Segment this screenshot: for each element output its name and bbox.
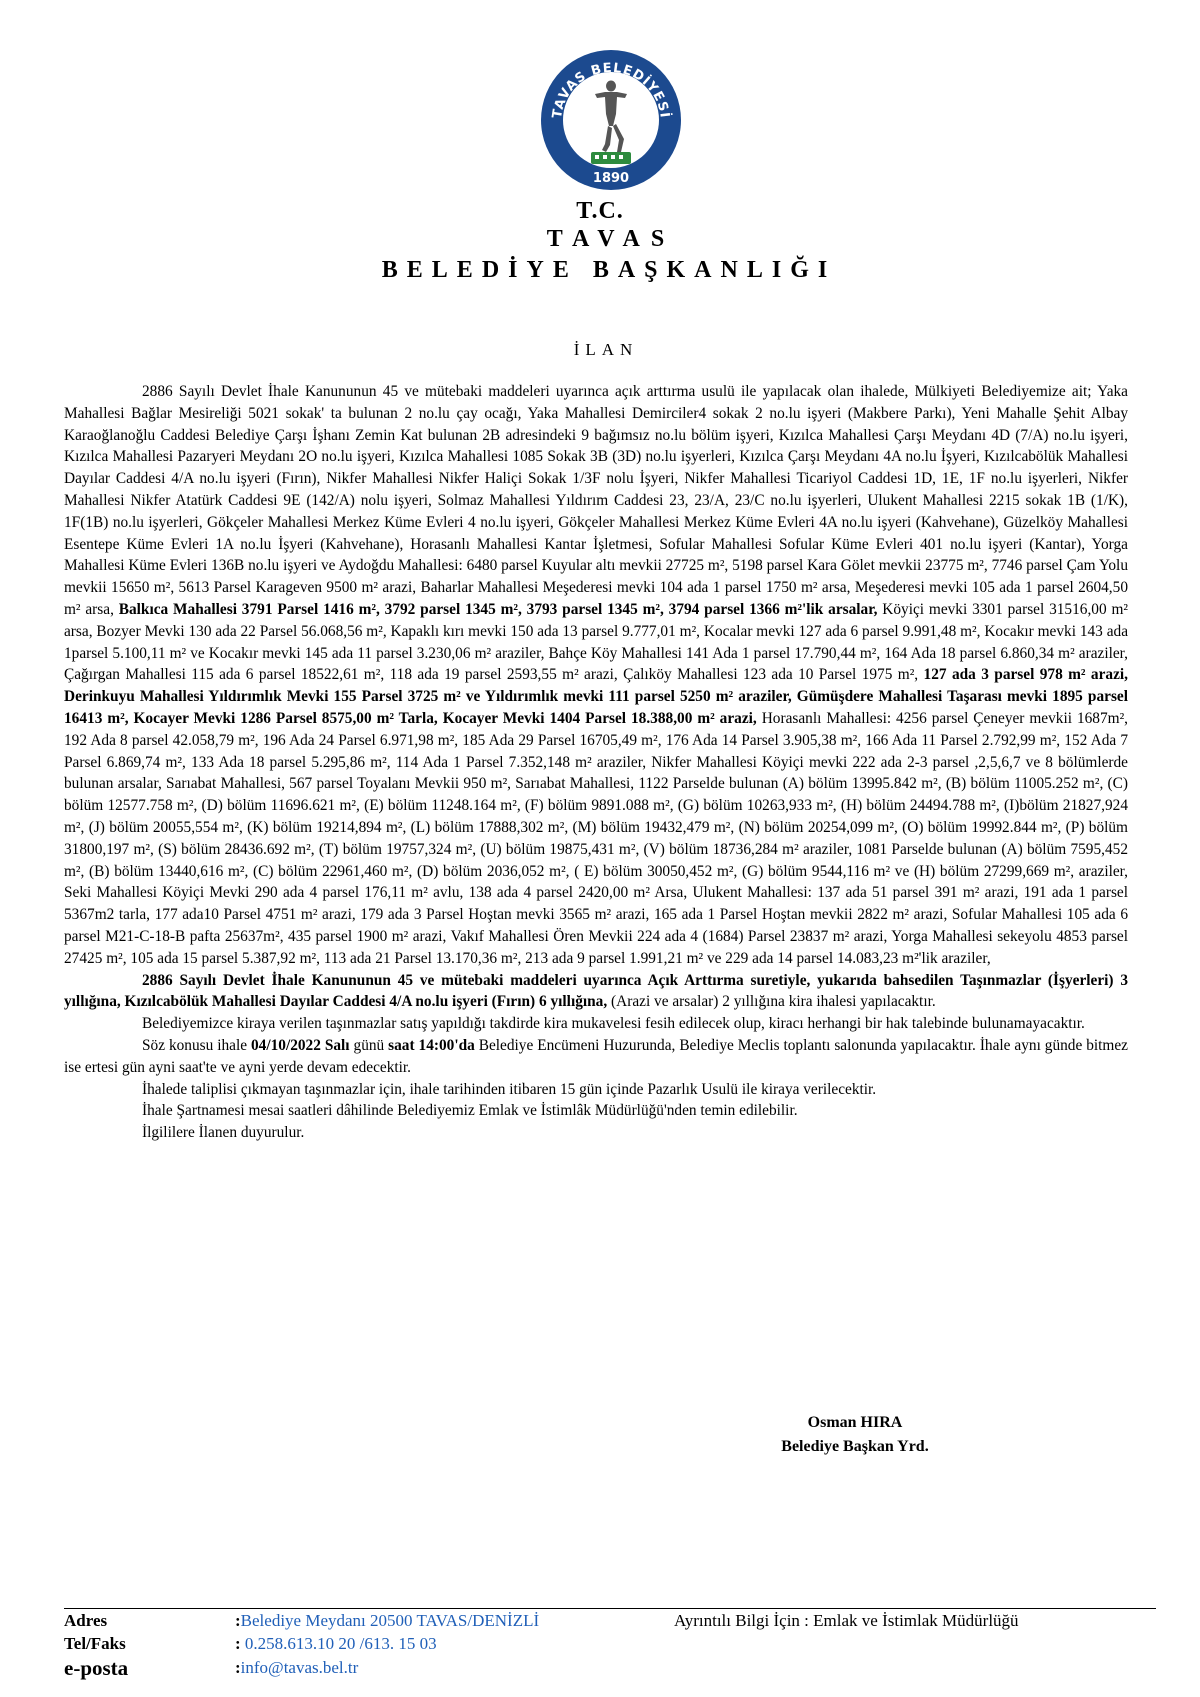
announcement-body xyxy=(64,381,1128,1144)
properties-text-c: Köyiçi mevki 3301 parsel 31516,00 m² arsa, Bozyer Mevki 130 ada 22 Parsel 56.068,56 m², Kapaklı kırı mevki 150 ada 13 parsel 9.777,01 m², Kocalar mevki 127 ada 6 parsel 9.991,48 m², Kocakır mevki 143 ada 1parsel 5.100,11 m² ve Kocakır mevki 145 ada 11 parsel 3.230,06 m² araziler, Bahçe Köy Mahallesi 141 Ada 1 parsel 17.790,44 m², 164 Ada 18 parsel 6.860,34 m² araziler, Çağırgan Mahallesi 115 ada 6 parsel 18522,61 m², 118 ada 19 parsel 2593,55 m² arazi, Çalıköy Mahallesi 123 ada 10 Parsel 1975 m², xyxy=(64,600,1128,684)
address-label: Adres xyxy=(64,1611,108,1630)
email-link[interactable]: info@tavas.bel.tr xyxy=(240,1658,359,1677)
municipality-logo xyxy=(539,48,683,192)
tender-time: saat 14:00'da xyxy=(388,1036,475,1054)
logo-seal-icon xyxy=(539,48,683,192)
tel-label: Tel/Faks xyxy=(64,1634,126,1653)
svg-text:TAVAS BELEDİYESİ: TAVAS BELEDİYESİ xyxy=(550,60,672,120)
properties-text-e: Horasanlı Mahallesi: 4256 parsel Çeneyer mevkii 1687m², 192 Ada 8 parsel 42.058,79 m², 196 Ada 24 Parsel 6.971,98 m², 185 Ada 29 Parsel 16705,49 m², 176 Ada 14 Parsel 3.905,38 m², 166 Ada 11 Parsel 2.792,99 m², 152 Ada 7 Parsel 6.869,74 m², 133 Ada 18 parsel 5.295,86 m², 114 Ada 1 Parsel 7.352,148 m² araziler, Nikfer Mahallesi Köyiçi mevki 222 ada 2-3 parsel ,2,5,6,7 ve 8 bölümlerde bulunan arsalar, Sarıabat Mahallesi, 567 parsel Toyalanı Mevkii 950 m², Sarıabat Mahallesi, 1122 Parselde bulunan (A) bölüm 13995.842 m², (B) bölüm 11005.252 m², (C) bölüm 12577.758 m², (D) bölüm 11696.621 m², (E) bölüm 11248.164 m², (F) bölüm 9891.088 m², (G) bölüm 10263,933 m², (H) bölüm 24494.788 m², (I)bölüm 21827,924 m², (J) bölüm 20055,554 m², (K) bölüm 19214,894 m², (L) bölüm 17888,302 m², (M) bölüm 19432,479 m², (N) bölüm 20254,099 m², (O) bölüm 19992.844 m², (P) bölüm 31800,197 m², (S) bölüm 28436.692 m², (T) bölüm 19757,324 m², (U) bölüm 19875,431 m², (V) bölüm 18736,284 m² araziler, 1081 Parselde bulunan (A) bölüm 7595,452 m², (B) bölüm 13440,616 m², (C) bölüm 22961,460 m², (D) bölüm 2036,052 m², ( E) bölüm 30050,452 m², (G) bölüm 9544,116 m² ve (H) bölüm 27299,669 m², araziler, Seki Mahallesi Köyiçi Mevki 290 ada 4 parsel 176,11 m² avlu, 138 ada 4 parsel 2420,00 m² Arsa, Ulukent Mahallesi: 137 ada 51 parsel 391 m² arazi, 191 ada 1 parsel 5367m2 tarla, 177 ada10 Parsel 4751 m² arazi, 179 ada 3 Parsel Hoştan mevki 3565 m² arazi, 165 ada 1 Parsel Hoştan mevkii 2822 m² arazi, Sofular Mahallesi 105 ada 6 parsel M21-C-18-B pafta 25637m², 435 parsel 1900 m² arazi, Vakıf Mahallesi Ören Mevkii 224 ada 4 (1684) Parsel 23837 m² arazi, Yorga Mahallesi sekeyolu 4853 parsel 27425 m², 105 ada 15 parsel 5.387,92 m², 113 ada 21 Parsel 13.170,36 m², 213 ada 9 parsel 1.991,21 m² ve 229 ada 14 parsel 14.083,23 m²'lik araziler, xyxy=(64,709,1129,967)
tel-value: 0.258.613.10 20 /613. 15 03 xyxy=(240,1634,437,1653)
paragraph-bargaining: İhalede taliplisi çıkmayan taşınmazlar için, ihale tarihinden itibaren 15 gün içinde Pazarlık Usulü ile kiraya verilecektir. xyxy=(142,1080,877,1098)
page-title: İLAN xyxy=(573,340,639,359)
properties-text-derinkuyu: 127 ada 3 parsel 978 m² arazi, Derinkuyu Mahallesi Yıldırımlık Mevki 155 Parsel 3725 m² ve Yıldırımlık mevki 111 parsel 5250 m² araziler, Gümüşdere Mahallesi Taşarası mevki 1895 parsel 16413 m², Kocayer Mevki 1286 Parsel 8575,00 m² Tarla, Kocayer Mevki 1404 Parsel 18.388,00 m² arazi, xyxy=(64,666,1128,727)
signatory-title: Belediye Başkan Yrd. xyxy=(781,1438,929,1455)
email-value-wrap xyxy=(235,1658,358,1678)
lease-terms-rest: (Arazi ve arsalar) 2 yıllığına kira ihalesi yapılacaktır. xyxy=(607,993,936,1011)
header-tc: T.C. xyxy=(576,198,624,224)
info-contact: Ayrıntılı Bilgi İçin : Emlak ve İstimlak Müdürlüğü xyxy=(674,1611,1019,1630)
header-city: TAVAS xyxy=(546,226,676,252)
email-label: e-posta xyxy=(64,1656,129,1680)
address-value-wrap xyxy=(235,1611,539,1631)
tender-date: 04/10/2022 Salı xyxy=(251,1036,350,1054)
lease-terms-bold: 2886 Sayılı Devlet İhale Kanununun 45 ve mütebaki maddeleri uyarınca Açık Arttırma suretiyle, yukarıda bahsedilen Taşınmazlar (İşyerleri) 3 yıllığına, Kızılcabölük Mahallesi Dayılar Caddesi 4/A no.lu işyeri (Fırın) 6 yıllığına, xyxy=(64,971,1128,1011)
tel-value-wrap xyxy=(235,1634,437,1654)
email-colon: : xyxy=(235,1658,241,1677)
tender-date-mid: günü xyxy=(349,1036,389,1054)
paragraph-specification: İhale Şartnamesi mesai saatleri dâhilinde Belediyemiz Emlak ve İstimlâk Müdürlüğü'nden temin edilebilir. xyxy=(142,1102,798,1120)
paragraph-lease-terms xyxy=(64,970,1128,1014)
address-colon: : xyxy=(235,1611,241,1630)
paragraph-tender-date xyxy=(64,1035,1128,1079)
tender-date-prefix: Söz konusu ihale xyxy=(142,1036,251,1054)
signature-block xyxy=(740,1411,970,1459)
footer-divider xyxy=(64,1608,1156,1609)
signatory-name: Osman HIRA xyxy=(807,1414,903,1431)
paragraph-properties xyxy=(64,381,1128,970)
properties-text-a: 2886 Sayılı Devlet İhale Kanununun 45 ve mütebaki maddeleri uyarınca açık arttırma usulü ile yapılacak olan ihalede, Mülkiyeti Belediyemize ait; Yaka Mahallesi Bağlar Mesireliği 5021 sokak' ta bulunan 2 no.lu çay ocağı, Yaka Mahallesi Demirciler4 sokak 2 no.lu işyeri (Makbere Parkı), Yeni Mahalle Şehit Albay Karaoğlanoğlu Caddesi Belediye Çarşı İşhanı Zemin Kat bulunan 2B adresindeki 9 bağımsız no.lu bölüm işyeri, Kızılca Mahallesi Çarşı Meydanı 4D (7/A) no.lu işyeri, Kızılca Mahallesi Pazaryeri Meydanı 2O no.lu işyeri, Kızılca Mahallesi 1085 Sokak 3B (3D) no.lu işyerleri, Kızılca Çarşı Meydanı 4A no.lu İşyeri, Kızılcabölük Mahallesi Dayılar Caddesi 4/A no.lu işyeri (Fırın), Nikfer Mahallesi Nikfer Haliçi Sokak 1/3F nolu İşyeri, Nikfer Mahallesi Ticariyol Caddesi 1D, 1E, 1F no.lu işyerleri, Nikfer Mahallesi Nikfer Atatürk Caddesi 9E (142/A) nolu işyeri, Solmaz Mahallesi Yıldırım Caddesi 23, 23/A, 23/C no.lu işyerleri, Ulukent Mahallesi 2215 sokak 1B (1/K), 1F(1B) no.lu işyerleri, Gökçeler Mahallesi Merkez Küme Evleri 4 no.lu işyeri, Gökçeler Mahallesi Merkez Küme Evleri 4A no.lu işyeri (Kahvehane), Güzelköy Mahallesi Esentepe Küme Evleri 1A no.lu İşyeri (Kahvehane), Horasanlı Mahallesi Kantar İşletmesi, Sofular Mahallesi Sofular Küme Evleri 401 no.lu işyeri (Kantar), Yorga Mahallesi Küme Evleri 136B no.lu işyeri ve Aydoğdu Mahallesi: 6480 parsel Kuyular altı mevkii 27725 m², 5198 parsel Kara Gölet mevkii 23775 m², 7746 parsel Çam Yolu mevkii 15650 m², 5613 Parsel Karageven 9500 m² arazi, Baharlar Mahallesi Meşederesi mevki 104 ada 1 parsel 1750 m² arsa, Meşederesi mevki 105 ada 1 parsel 2604,50 m² arsa, xyxy=(64,383,1128,618)
tel-colon: : xyxy=(235,1634,241,1653)
tender-date-rest: Belediye Encümeni Huzurunda, Belediye Meclis toplantı salonunda yapılacaktır. İhale aynı günde bitmez ise ertesi gün ayni saat'te ve ayni yerde devam edecektir. xyxy=(64,1036,1128,1076)
paragraph-sale-clause: Belediyemizce kiraya verilen taşınmazlar satış yapıldığı takdirde kira mukavelesi fesih edilecek olup, kiracı herhangi bir hak talebinde bulunamayacaktır. xyxy=(142,1015,1085,1033)
svg-text:1890: 1890 xyxy=(592,171,630,186)
paragraph-closing: İlgililere İlanen duyurulur. xyxy=(142,1124,305,1142)
address-value: Belediye Meydanı 20500 TAVAS/DENİZLİ xyxy=(240,1611,540,1630)
header-office: BELEDİYE BAŞKANLIĞI xyxy=(381,257,837,283)
properties-text-balkica: Balkıca Mahallesi 3791 Parsel 1416 m², 3792 parsel 1345 m², 3793 parsel 1345 m², 3794 parsel 1366 m²'lik arsalar, xyxy=(118,600,878,618)
